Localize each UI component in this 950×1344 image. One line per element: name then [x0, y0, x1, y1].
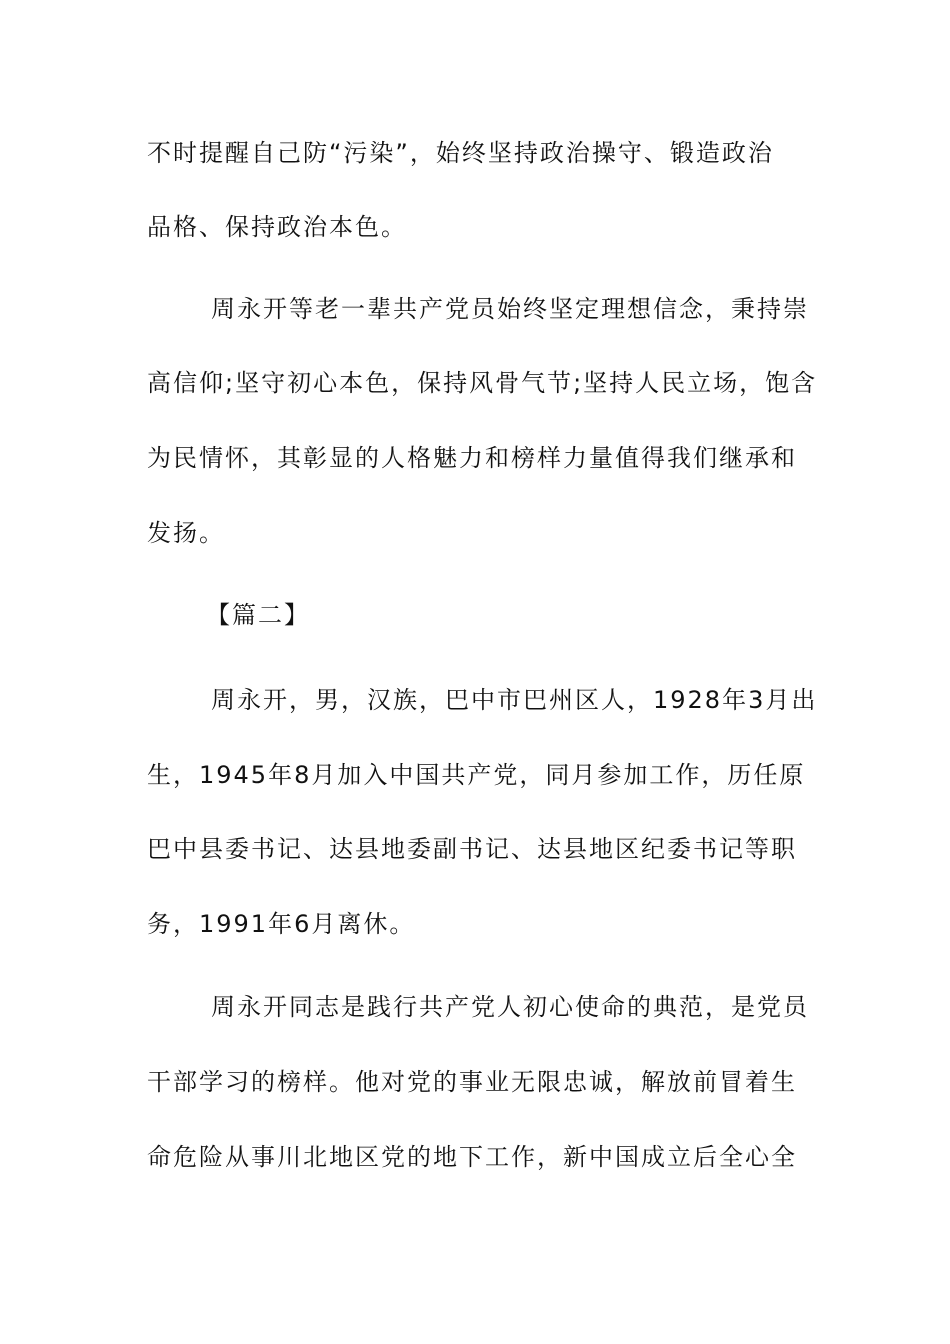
section-heading: 【篇二】	[206, 601, 310, 629]
text-line-10: 巴中县委书记、达县地委副书记、达县地区纪委书记等职	[147, 835, 797, 863]
text-line-4: 高信仰;坚守初心本色，保持风骨气节;坚持人民立场，饱含	[147, 369, 818, 397]
text-line-11: 务，1991年6月离休。	[147, 910, 416, 938]
text-line-1: 不时提醒自己防“污染”，始终坚持政治操守、锻造政治	[147, 139, 774, 167]
text-line-2: 品格、保持政治本色。	[147, 213, 407, 241]
text-line-13: 干部学习的榜样。他对党的事业无限忠诚，解放前冒着生	[147, 1068, 797, 1096]
text-line-3: 周永开等老一辈共产党员始终坚定理想信念，秉持崇	[211, 295, 809, 323]
text-line-14: 命危险从事川北地区党的地下工作，新中国成立后全心全	[147, 1143, 797, 1171]
text-line-12: 周永开同志是践行共产党人初心使命的典范，是党员	[211, 993, 809, 1021]
text-line-9: 生，1945年8月加入中国共产党，同月参加工作，历任原	[147, 761, 806, 789]
text-line-5: 为民情怀，其彰显的人格魅力和榜样力量值得我们继承和	[147, 444, 797, 472]
text-line-8: 周永开，男，汉族，巴中市巴州区人，1928年3月出	[211, 686, 818, 714]
text-line-6: 发扬。	[147, 519, 225, 547]
